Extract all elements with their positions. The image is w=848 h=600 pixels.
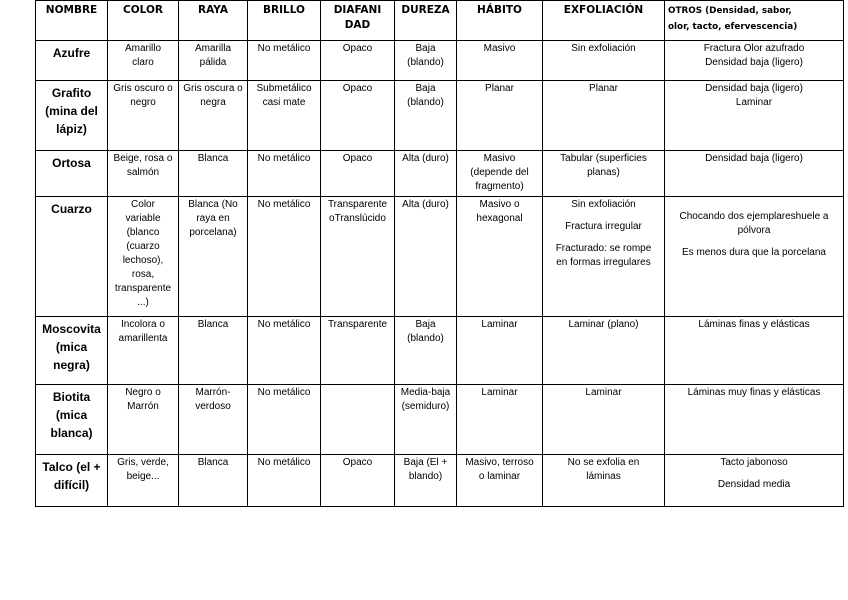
cell-text-line: Sin exfoliación (571, 43, 636, 54)
cell-text-line: No se exfolia en (567, 457, 640, 468)
cell-text-line: Planar (485, 83, 514, 94)
cell-dureza (395, 81, 457, 151)
cell-nombre (36, 151, 108, 197)
cell-raya (179, 317, 248, 385)
cell-brillo (248, 151, 321, 197)
cell-otros (665, 317, 844, 385)
header-exfoliacion: EXFOLIACIÓN (543, 1, 665, 41)
cell-text-line: Amarillo (124, 43, 162, 54)
cell-text-line: negra) (53, 358, 90, 372)
cell-text-line: (semiduro) (401, 401, 450, 412)
cell-text-line: No metálico (257, 319, 311, 330)
cell-text-line: (mina del (45, 104, 98, 118)
exfoliacion-line: en formas irregulares (556, 257, 651, 268)
cell-text-line: Baja (El + (403, 457, 448, 468)
cell-text-line: Opaco (342, 457, 373, 468)
cell-text-line: Gris, verde, (117, 457, 169, 468)
cell-exfoliacion (543, 455, 665, 507)
cell-text-line: Tabular (superficies (560, 153, 647, 164)
header-color: COLOR (108, 1, 179, 41)
cell-text-line: Marrón (127, 401, 159, 412)
header-habito: HÁBITO (457, 1, 543, 41)
cell-exfoliacion (543, 197, 665, 317)
cell-text-line: blanca) (50, 426, 93, 440)
cell-habito (457, 455, 543, 507)
otros-line: Chocando dos ejemplareshuele a (679, 211, 829, 222)
cell-text-line: claro (132, 57, 154, 68)
cell-text-line: Incolora o (121, 319, 165, 330)
cell-text-line: Blanca (197, 457, 229, 468)
cell-text-line: Negro o (125, 387, 161, 398)
cell-raya (179, 455, 248, 507)
cell-exfoliacion (543, 385, 665, 455)
table-row (36, 81, 844, 151)
cell-brillo (248, 41, 321, 81)
cell-habito (457, 41, 543, 81)
cell-text-line: Media-baja (400, 387, 451, 398)
cell-text-line: No metálico (257, 153, 311, 164)
cell-text-line: (mica (55, 340, 88, 354)
cell-raya (179, 81, 248, 151)
cell-otros (665, 455, 844, 507)
cell-nombre (36, 317, 108, 385)
header-otros-line: OTROS (Densidad, sabor, (668, 6, 792, 16)
cell-text-line: No metálico (257, 199, 311, 210)
cell-dureza (395, 455, 457, 507)
table-row (36, 317, 844, 385)
header-otros-line: olor, tacto, efervescencia) (668, 22, 798, 32)
cell-diafanidad (321, 81, 395, 151)
table-row (36, 197, 844, 317)
cell-text-line: láminas (586, 471, 621, 482)
cell-text-line: Ortosa (52, 156, 91, 170)
cell-text-line: Alta (duro) (402, 199, 449, 210)
header-nombre: NOMBRE (36, 1, 108, 41)
cell-text-line: (mica (55, 408, 88, 422)
cell-exfoliacion (543, 41, 665, 81)
cell-text-line: pálida (199, 57, 227, 68)
cell-nombre (36, 455, 108, 507)
cell-diafanidad (321, 317, 395, 385)
otros-line: Es menos dura que la porcelana (682, 247, 826, 258)
cell-text-line: Densidad baja (ligero) (705, 57, 803, 68)
cell-exfoliacion (543, 151, 665, 197)
cell-text-line: variable (125, 213, 161, 224)
cell-text-line: Blanca (197, 153, 229, 164)
cell-nombre (36, 385, 108, 455)
cell-text-line: Baja (415, 43, 436, 54)
cell-habito (457, 317, 543, 385)
cell-text-line: Laminar (585, 387, 622, 398)
cell-text-line: Láminas muy finas y elásticas (687, 387, 821, 398)
cell-diafanidad (321, 455, 395, 507)
cell-habito (457, 385, 543, 455)
otros-line: Densidad media (717, 479, 791, 490)
cell-text-line: Laminar (481, 387, 518, 398)
header-otros (665, 1, 844, 41)
cell-exfoliacion (543, 81, 665, 151)
cell-text-line: blando) (408, 471, 443, 482)
cell-diafanidad (321, 197, 395, 317)
cell-text-line: No metálico (257, 43, 311, 54)
cell-text-line: Baja (415, 319, 436, 330)
cell-text-line: No metálico (257, 457, 311, 468)
cell-text-line: Transparente (327, 319, 388, 330)
cell-raya (179, 197, 248, 317)
cell-text-line: (blando) (407, 97, 444, 108)
cell-color (108, 81, 179, 151)
cell-text-line: Amarilla (194, 43, 232, 54)
cell-nombre (36, 197, 108, 317)
cell-text-line: transparente (114, 283, 172, 294)
cell-text-line: Masivo (483, 43, 516, 54)
cell-exfoliacion (543, 317, 665, 385)
header-diafanidad-line: DAD (344, 19, 371, 31)
otros-line: Tacto jabonoso (720, 457, 788, 468)
cell-text-line: oTranslúcido (329, 213, 386, 224)
cell-text-line: beige... (126, 471, 160, 482)
cell-text-line: Laminar (plano) (568, 319, 639, 330)
cell-text-line: Laminar (735, 97, 773, 108)
cell-text-line: Azufre (52, 46, 91, 60)
cell-text-line: Láminas finas y elásticas (698, 319, 810, 330)
cell-text-line: hexagonal (476, 213, 523, 224)
cell-diafanidad (321, 385, 395, 455)
cell-habito (457, 197, 543, 317)
cell-text-line: Gris oscuro o (113, 83, 173, 94)
cell-text-line: planas) (587, 167, 620, 178)
cell-text-line: Alta (duro) (402, 153, 449, 164)
header-diafanidad-line: DIAFANI (333, 4, 382, 16)
cell-dureza (395, 317, 457, 385)
exfoliacion-line: Fracturado: se rompe (555, 243, 652, 254)
cell-diafanidad (321, 41, 395, 81)
cell-text-line: raya en (196, 213, 230, 224)
header-dureza: DUREZA (395, 1, 457, 41)
cell-text-line: o laminar (478, 471, 521, 482)
otros-line: pólvora (737, 225, 771, 236)
cell-text-line: difícil) (53, 478, 90, 492)
cell-text-line: Planar (589, 83, 618, 94)
header-row (36, 1, 844, 41)
cell-otros (665, 41, 844, 81)
cell-otros (665, 385, 844, 455)
cell-text-line: Densidad baja (ligero) (705, 153, 803, 164)
cell-text-line: casi mate (262, 97, 306, 108)
cell-text-line: Moscovita (42, 322, 101, 336)
header-raya: RAYA (179, 1, 248, 41)
cell-text-line: Masivo (483, 153, 516, 164)
cell-otros (665, 81, 844, 151)
cell-text-line: negra (200, 97, 226, 108)
cell-color (108, 197, 179, 317)
cell-text-line: Transparente (327, 199, 388, 210)
cell-text-line: (cuarzo (126, 241, 160, 252)
cell-brillo (248, 455, 321, 507)
cell-text-line: Opaco (342, 83, 373, 94)
cell-dureza (395, 151, 457, 197)
cell-text-line: Color (131, 199, 155, 210)
cell-color (108, 385, 179, 455)
cell-color (108, 41, 179, 81)
cell-dureza (395, 41, 457, 81)
cell-text-line: (blanco (126, 227, 160, 238)
cell-text-line: Grafito (51, 86, 92, 100)
cell-text-line: Opaco (342, 153, 373, 164)
cell-text-line: fragmento) (475, 181, 524, 192)
table-row (36, 151, 844, 197)
cell-raya (179, 41, 248, 81)
cell-text-line: ...) (137, 297, 149, 308)
cell-text-line: Fractura Olor azufrado (703, 43, 805, 54)
header-brillo: BRILLO (248, 1, 321, 41)
cell-brillo (248, 317, 321, 385)
cell-text-line: No metálico (257, 387, 311, 398)
cell-diafanidad (321, 151, 395, 197)
cell-text-line: Masivo, terroso (465, 457, 534, 468)
cell-text-line: Laminar (481, 319, 518, 330)
cell-text-line: salmón (126, 167, 160, 178)
cell-brillo (248, 81, 321, 151)
cell-text-line: (blando) (407, 333, 444, 344)
cell-text-line: (depende del (470, 167, 529, 178)
cell-habito (457, 81, 543, 151)
cell-color (108, 455, 179, 507)
cell-text-line: verdoso (195, 401, 231, 412)
cell-text-line: Blanca (197, 319, 229, 330)
exfoliacion-line: Sin exfoliación (571, 199, 636, 210)
cell-nombre (36, 81, 108, 151)
cell-text-line: Blanca (No (188, 199, 238, 210)
cell-text-line: Masivo o (479, 199, 520, 210)
cell-color (108, 151, 179, 197)
cell-text-line: rosa, (131, 269, 155, 280)
cell-brillo (248, 385, 321, 455)
table-row (36, 385, 844, 455)
cell-text-line: Submetálico (256, 83, 312, 94)
cell-raya (179, 151, 248, 197)
cell-nombre (36, 41, 108, 81)
cell-otros (665, 197, 844, 317)
cell-text-line: lápiz) (56, 122, 87, 136)
cell-text-line: lechoso), (122, 255, 164, 266)
cell-dureza (395, 197, 457, 317)
cell-brillo (248, 197, 321, 317)
cell-text-line: porcelana) (189, 227, 237, 238)
cell-habito (457, 151, 543, 197)
cell-text-line: Beige, rosa o (113, 153, 173, 164)
cell-text-line: negro (130, 97, 156, 108)
cell-text-line: Gris oscura o (183, 83, 243, 94)
cell-text-line: Baja (415, 83, 436, 94)
table-row (36, 41, 844, 81)
cell-text-line: Cuarzo (51, 202, 92, 216)
cell-text-line: Biotita (52, 390, 91, 404)
header-diafanidad (321, 1, 395, 41)
cell-color (108, 317, 179, 385)
cell-text-line: Densidad baja (ligero) (705, 83, 803, 94)
cell-text-line: Marrón- (195, 387, 231, 398)
cell-otros (665, 151, 844, 197)
cell-text-line: Opaco (342, 43, 373, 54)
cell-text-line: (blando) (407, 57, 444, 68)
exfoliacion-line: Fractura irregular (565, 221, 642, 232)
minerals-table (35, 0, 844, 507)
cell-dureza (395, 385, 457, 455)
cell-text-line: amarillenta (118, 333, 168, 344)
table-row (36, 455, 844, 507)
cell-text-line: Talco (el + (42, 460, 101, 474)
cell-raya (179, 385, 248, 455)
